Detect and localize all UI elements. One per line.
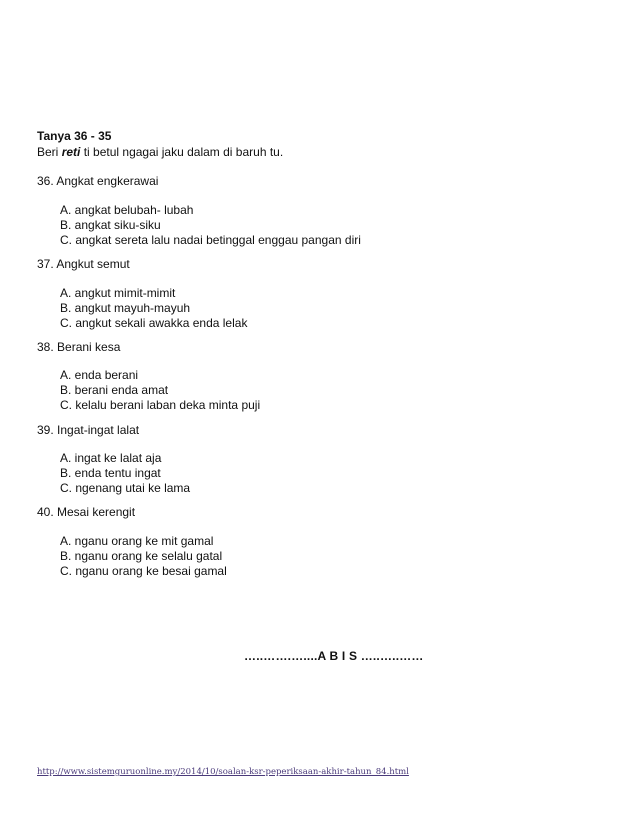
option-40-a: A. nganu orang ke mit gamal [60, 534, 214, 548]
option-36-b: B. angkat siku-siku [60, 218, 161, 232]
option-40-b: B. nganu orang ke selalu gatal [60, 549, 223, 563]
option-36-a: A. angkat belubah- lubah [60, 203, 194, 217]
instruction-emphasis: reti [61, 145, 81, 159]
option-39-a: A. ingat ke lalat aja [60, 451, 162, 465]
option-38-c: C. kelalu berani laban deka minta puji [60, 398, 261, 412]
option-37-a: A. angkut mimit-mimit [60, 286, 176, 300]
question-38: 38. Berani kesa [37, 340, 121, 354]
question-40: 40. Mesai kerengit [37, 505, 136, 519]
option-37-b: B. angkut mayuh-mayuh [60, 301, 191, 315]
option-38-a: A. enda berani [60, 368, 139, 382]
option-40-c: C. nganu orang ke besai gamal [60, 564, 227, 578]
source-link[interactable]: http://www.sistemguruonline.my/2014/10/soalan-ksr-peperiksaan-akhir-tahun_84.html [37, 767, 409, 777]
question-39: 39. Ingat-ingat lalat [37, 423, 140, 437]
end-marker: …..…….…....A B I S …..…..…… [244, 649, 424, 663]
option-36-c: C. angkat sereta lalu nadai betinggal enggau pangan diri [60, 233, 361, 247]
option-39-b: B. enda tentu ingat [60, 466, 161, 480]
option-39-c: C. ngenang utai ke lama [60, 481, 191, 495]
option-37-c: C. angkut sekali awakka enda lelak [60, 316, 248, 330]
instruction-post: ti betul ngagai jaku dalam di baruh tu. [80, 145, 284, 159]
question-36: 36. Angkat engkerawai [37, 174, 159, 188]
section-title: Tanya 36 - 35 [37, 129, 112, 143]
option-38-b: B. berani enda amat [60, 383, 169, 397]
instruction-pre: Beri [37, 145, 62, 159]
question-37: 37. Angkut semut [37, 257, 130, 271]
instruction [37, 145, 283, 159]
